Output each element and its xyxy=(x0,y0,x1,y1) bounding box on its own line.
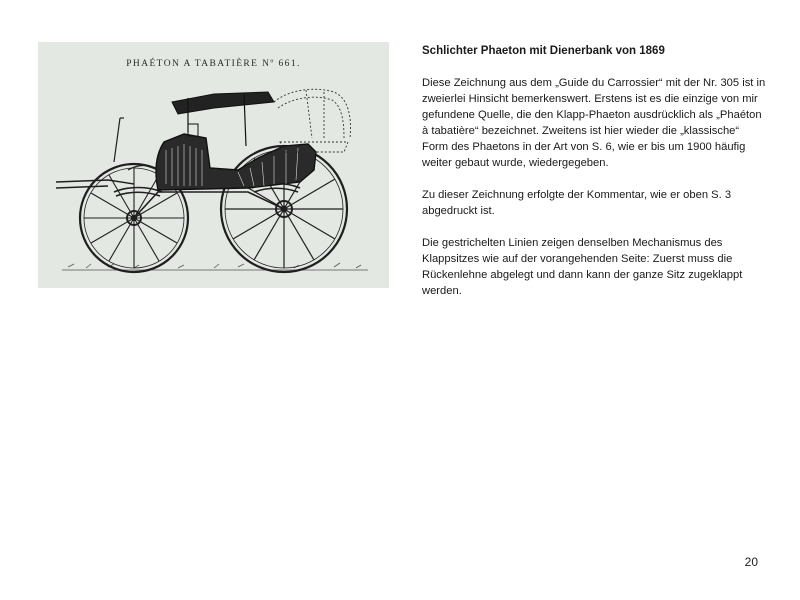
dashboard xyxy=(114,118,158,170)
page-number: 20 xyxy=(744,555,758,569)
dashed-seat-outline xyxy=(274,89,350,152)
carriage-engraving xyxy=(38,42,389,288)
paragraph-3: Die gestrichelten Linien zeigen denselben Mechanismus des Klappsitzes wie auf der vorangehenden Seite: Zuerst muss die Rückenlehne abgelegt und dann kann der ganze Sitz zugeklappt werden. xyxy=(422,237,743,297)
paragraph-1: Diese Zeichnung aus dem „Guide du Carrossier“ mit der Nr. 305 ist in zweierlei Hinsicht bemerkenswert. Erstens ist es die einzige von mir gefundene Quelle, die den Klapp-Phaeton ausdrücklich als „Phaéton à tabatière“ bezeichnet. Zweitens ist hier wieder die „klassische“ Form des Phaetons in der Art von S. 6, wie er bis um 1900 häufig weiter gebaut wurde, wiedergegeben. xyxy=(422,77,766,169)
article-title: Schlichter Phaeton mit Dienerbank von 1869 xyxy=(422,45,665,57)
shafts xyxy=(56,180,134,188)
phaeton-drawing xyxy=(38,42,389,288)
engraving-caption: PHAÉTON A TABATIÈRE Nº 661. xyxy=(126,59,301,69)
paragraph-2: Zu dieser Zeichnung erfolgte der Kommentar, wie er oben S. 3 abgedruckt ist. xyxy=(422,189,732,217)
article-text xyxy=(422,43,767,315)
carriage-body xyxy=(156,124,316,190)
